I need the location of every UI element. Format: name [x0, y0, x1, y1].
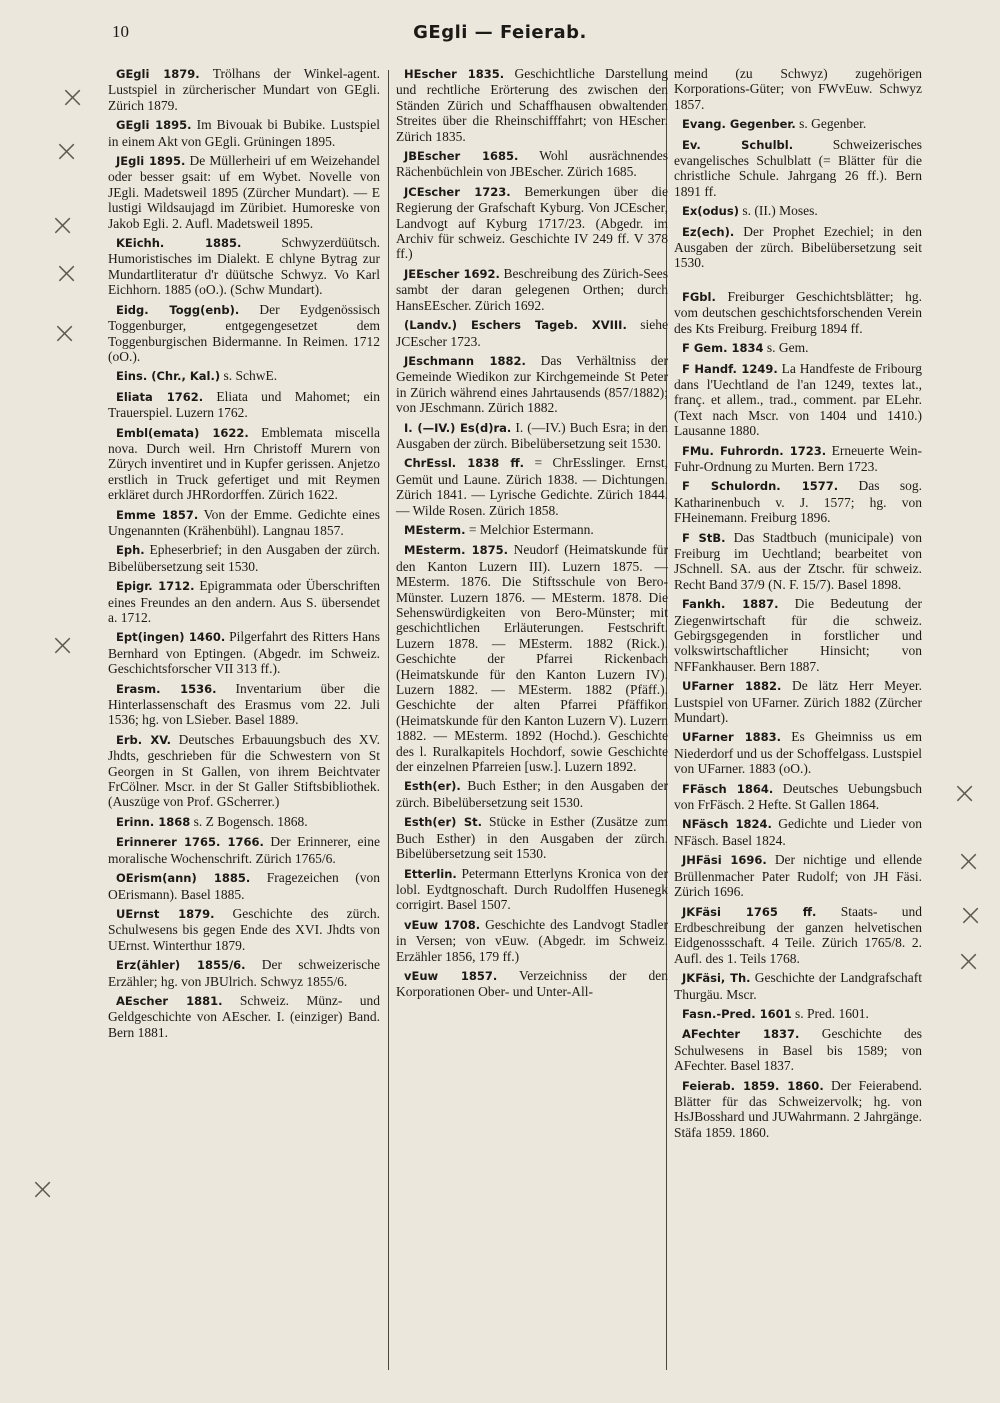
entry-text: s. Z Bogensch. 1868. [193, 813, 308, 829]
bibliography-entry [674, 781, 922, 813]
entry-abbreviation: UErnst 1879. [116, 906, 215, 921]
entry-text: Wohl ausrächnendes Rächenbüchlein von JBEscher. Zürich 1685. [396, 148, 668, 180]
margin-cross-mark: × [958, 898, 984, 933]
entry-abbreviation: Erb. XV. [116, 732, 172, 747]
entry-abbreviation: ChrEssl. 1838 ff. [404, 456, 525, 471]
bibliography-entry [674, 729, 922, 776]
entry-abbreviation: F Schulordn. 1577. [682, 479, 839, 494]
bibliography-entry [674, 904, 922, 967]
bibliography-entry [108, 389, 380, 421]
bibliography-entry [396, 522, 668, 538]
entry-abbreviation: HEscher 1835. [404, 67, 505, 81]
bibliography-entry [396, 866, 668, 913]
entry-abbreviation: (Landv.) Eschers Tageb. XVIII. [404, 318, 627, 333]
bibliography-entry [396, 66, 668, 144]
entry-text: Inventarium über die Hinterlassenschaft des Erasmus vom 22. Juli 1536; hg. von LSieber. Basel 1889. [108, 680, 380, 728]
margin-cross-mark: × [54, 134, 80, 169]
entry-text: Stücke in Esther (Zusätze zum Buch Esther) in den Ausgaben der zürch. Bibelübersetzung seit 1530. [396, 814, 668, 862]
entry-text: Geschichte des Schulwesens in Basel bis 1589; von AFechter. Basel 1837. [674, 1026, 923, 1074]
column-middle [396, 66, 668, 1004]
bibliography-entry [108, 507, 380, 539]
bibliography-entry [108, 906, 380, 953]
entry-text: Schweiz. Münz- und Geldgeschichte von AEscher. I. (einziger) Band. Bern 1881. [108, 992, 380, 1040]
entry-abbreviation: I. (—IV.) Es(d)ra. [404, 420, 512, 435]
entry-abbreviation: Erinn. 1868 [116, 814, 191, 829]
entry-text: Buch Esther; in den Ausgaben der zürch. Bibelübersetzung seit 1530. [396, 778, 668, 810]
entry-abbreviation: F StB. [682, 530, 726, 545]
entry-abbreviation: MEsterm. [404, 522, 466, 537]
entry-abbreviation: Ept(ingen) 1460. [116, 630, 226, 645]
entry-text: Geschichte des zürch. Schulwesens bis gegen Ende des XVI. Jhdts von UErnst. Winterthur 1879. [108, 905, 381, 953]
entry-text: Freiburger Geschichtsblätter; hg. vom deutschen geschichtsforschenden Verein des Kts Freiburg. Freiburg 1894 ff. [674, 288, 923, 336]
bibliography-entry [108, 302, 380, 365]
entry-abbreviation: Eph. [116, 543, 145, 558]
entry-text: Das sog. Katharinenbuch v. J. 1577; hg. von FHeinemann. Freiburg 1896. [674, 478, 923, 526]
bibliography-entry [396, 420, 668, 452]
entry-text: Gedichte und Lieder von NFäsch. Basel 1824. [674, 816, 923, 848]
entry-text: Staats- und Erdbeschreibung der ganzen helvetischen Eidgenossschaft. 4 Teile. Zürich 1765/8. 2. Aufl. des 1. Teils 1768. [674, 903, 922, 966]
entry-text: Erneuerte Wein-Fuhr-Ordnung zu Murten. Bern 1723. [674, 442, 922, 474]
bibliography-entry [108, 425, 380, 503]
bibliography-entry [674, 443, 922, 475]
entry-abbreviation: JEschmann 1882. [404, 353, 526, 368]
bibliography-entry [396, 148, 668, 180]
entry-text: Der schweizerische Erzähler; hg. von JBUlrich. Schwyz 1855/6. [108, 957, 380, 989]
entry-text: La Handfeste de Fribourg dans l'Uechtland de l'an 1249, textes lat., franç. et allem., trad., comment. par ELehr. (Text nach Mscr. von 1404 und 1410.) Lausanne 1880. [674, 360, 922, 439]
bibliography-entry [674, 970, 922, 1002]
entry-abbreviation: GEgli 1879. [116, 67, 200, 81]
entry-text: Schwyzerdüütsch. Humoristisches im Dialekt. E chlyne Bytrag zur Mundartliteratur d'r düütsche Schwyz. Vo Karl Eichhorn. 1885 (oO.). (Schw Mundart). [108, 235, 380, 298]
entry-abbreviation: Feierab. 1859. 1860. [682, 1078, 824, 1093]
entry-abbreviation: Esth(er). [404, 779, 461, 794]
entry-abbreviation: Ex(odus) [682, 204, 739, 219]
column-right [674, 66, 922, 1144]
entry-text: meind (zu Schwyz) zugehörigen Korporations-Güter; von FWvEuw. Schwyz 1857. [674, 66, 922, 112]
entry-abbreviation: Eins. (Chr., Kal.) [116, 369, 221, 384]
entry-abbreviation: JEEscher 1692. [404, 266, 500, 281]
entry-text: s. Pred. 1601. [795, 1005, 869, 1021]
entry-text: Epheserbrief; in den Ausgaben der zürch. Bibelübersetzung seit 1530. [108, 542, 381, 574]
margin-cross-mark: × [54, 256, 80, 291]
bibliography-entry [396, 968, 668, 1000]
bibliography-entry [674, 816, 922, 848]
entry-text: Emblemata miscella nova. Durch weil. Hrn Christoff Murern von Zürych inventiret und in Kupfer gerissen. Anjetzo erstlich in Truck gefertiget und mit Reymen erkläret durch JHRordorffen. Zürich 1622. [108, 424, 380, 503]
entry-abbreviation: Erz(ähler) 1855/6. [116, 958, 246, 973]
bibliography-entry [396, 455, 668, 518]
bibliography-entry [674, 116, 922, 132]
entry-text: siehe JCEscher 1723. [396, 317, 668, 349]
entry-abbreviation: NFäsch 1824. [682, 817, 772, 832]
entry-text: Im Bivouak bi Bubike. Lustspiel in einem Akt von GEgli. Grüningen 1895. [108, 117, 380, 149]
bibliography-entry [108, 578, 380, 625]
entry-abbreviation: Evang. Gegenber. [682, 117, 796, 132]
entry-abbreviation: JBEscher 1685. [404, 149, 519, 164]
entry-abbreviation: Emme 1857. [116, 507, 199, 522]
bibliography-entry [108, 957, 380, 989]
bibliography-entry [108, 814, 380, 830]
bibliography-entry [108, 681, 380, 728]
entry-text: Das Stadtbuch (municipale) von Freiburg im Uechtland; bearbeitet von JSchnell. SA. aus der Ztschr. für schweiz. Recht Band 37/9 (N. F. 15/7). Basel 1898. [674, 529, 922, 592]
bibliography-entry [674, 678, 922, 725]
entry-abbreviation: F Handf. 1249. [682, 361, 778, 376]
bibliography-entry [674, 596, 922, 674]
bibliography-entry [674, 1026, 922, 1073]
entry-abbreviation: F Gem. 1834 [682, 341, 764, 356]
bibliography-entry [674, 530, 922, 593]
bibliography-entry [674, 361, 922, 439]
bibliography-entry [108, 117, 380, 149]
bibliography-entry [674, 203, 922, 219]
bibliography-entry [396, 778, 668, 810]
entry-text: Der Eydgenössisch Toggenburger, entgegengesetzet dem Toggenburgischen Bidermanne. In Reimen. 1712 (oO.). [108, 301, 380, 364]
bibliography-entry [674, 289, 922, 336]
entry-text: Der Prophet Ezechiel; in den Ausgaben der zürch. Bibelübersetzung seit 1530. [674, 223, 922, 271]
entry-text: s. (II.) Moses. [742, 203, 818, 219]
entry-text: Es Gheimniss us em Niederdorf und us der Schoffelgass. Lustspiel von UFarner. 1883 (oO.). [674, 729, 923, 777]
bibliography-entry [396, 542, 668, 774]
entry-abbreviation: FGbl. [682, 289, 716, 304]
column-rule [388, 70, 389, 1370]
entry-abbreviation: Ez(ech). [682, 224, 735, 239]
bibliography-entry [108, 732, 380, 810]
entry-text: Das Verhältniss der Gemeinde Wiedikon zur Kirchgemeinde St Peter in Zürich während eines Jahrtausends (857/1882); von JEschmann. Zürich 1882. [396, 352, 669, 416]
entry-abbreviation: JKFäsi, Th. [682, 971, 751, 986]
bibliography-entry [108, 153, 380, 231]
entry-abbreviation: Epigr. 1712. [116, 579, 195, 594]
margin-cross-mark: × [956, 944, 982, 979]
bibliography-entry [108, 66, 380, 113]
entry-abbreviation: GEgli 1895. [116, 118, 192, 133]
entry-text: Epigrammata oder Überschriften eines Freundes an den andern. Aus S. übersendet a. 1712. [108, 578, 380, 625]
bibliography-entry [108, 235, 380, 298]
entry-text: Fragezeichen (von OErismann). Basel 1885. [108, 870, 381, 902]
margin-cross-mark: × [52, 316, 78, 351]
entry-text: s. SchwE. [223, 368, 278, 384]
entry-text: I. (—IV.) Buch Esra; in den Ausgaben der zürch. Bibelübersetzung seit 1530. [396, 419, 669, 451]
margin-cross-mark: × [50, 628, 76, 663]
bibliography-entry [396, 184, 668, 262]
entry-text: Der Erinnerer, eine moralische Wochenschrift. Zürich 1765/6. [108, 834, 381, 866]
bibliography-entry [396, 317, 668, 349]
entry-text: Verzeichniss der den Korporationen Ober- und Unter-All- [396, 967, 668, 1000]
entry-abbreviation: MEsterm. 1875. [404, 543, 509, 558]
bibliography-entry [108, 368, 380, 384]
margin-cross-mark: × [952, 776, 978, 811]
bibliography-entry [396, 917, 668, 964]
bibliography-entry [674, 340, 922, 356]
bibliography-entry [108, 629, 380, 676]
page-number: 10 [112, 22, 129, 41]
entry-text: Trölhans der Winkel-agent. Lustspiel in zürcherischer Mundart von GEgli. Zürich 1879. [108, 66, 380, 113]
entry-abbreviation: JHFäsi 1696. [682, 853, 767, 868]
bibliography-entry [108, 870, 380, 902]
entry-abbreviation: Embl(emata) 1622. [116, 425, 249, 440]
entry-text: = ChrEsslinger. Ernst, Gemüt und Laune. Zürich 1838. — Dichtungen. Zürich 1841. — Lyrische Gedichte. Zürich 1844. — Wilde Rosen. Zürich 1858. [396, 455, 669, 518]
running-head: GEgli — Feierab. [413, 22, 587, 43]
entry-abbreviation: KEichh. 1885. [116, 236, 242, 251]
entry-abbreviation: Fasn.-Pred. 1601 [682, 1006, 792, 1021]
bibliography-entry [396, 814, 668, 861]
entry-abbreviation: JEgli 1895. [116, 154, 186, 169]
entry-text: Geschichte der Landgrafschaft Thurgäu. Mscr. [674, 970, 922, 1002]
bibliography-entry [108, 834, 380, 866]
bibliography-entry [674, 478, 922, 525]
entry-abbreviation: Ev. Schulbl. [682, 137, 794, 152]
bibliography-entry [674, 852, 922, 899]
margin-cross-mark: × [60, 80, 86, 115]
entry-text: Geschichte des Landvogt Stadler in Versen; von vEuw. (Abgedr. im Schweiz. Erzähler 1856, 179 ff.) [396, 916, 669, 964]
margin-cross-mark: × [50, 208, 76, 243]
entry-abbreviation: vEuw 1857. [404, 968, 498, 983]
entry-text: Pilgerfahrt des Ritters Hans Bernhard von Eptingen. (Abgedr. im Schweiz. Geschichtsforscher VII 313 ff.). [108, 629, 380, 677]
entry-abbreviation: JKFäsi 1765 ff. [682, 904, 817, 919]
entry-abbreviation: JCEscher 1723. [404, 184, 511, 199]
entry-text: Die Bedeutung der Ziegenwirtschaft für die schweiz. Gebirgsgegenden in forstlicher und volkswirtschaftlicher Hinsicht; von NFFankhauser. Bern 1887. [674, 596, 922, 674]
bibliography-entry [108, 993, 380, 1040]
bibliography-entry [108, 542, 380, 574]
entry-abbreviation: Etterlin. [404, 866, 457, 881]
entry-abbreviation: FFäsch 1864. [682, 781, 774, 796]
entry-text: s. Gem. [766, 340, 809, 356]
entry-abbreviation: vEuw 1708. [404, 917, 481, 932]
entry-text: Von der Emme. Gedichte eines Ungenannten (Krähenbühl). Langnau 1857. [108, 506, 380, 538]
entry-text: Geschichtliche Darstellung und rechtliche Erörterung des zwischen den Ständen Zürich und Schaffhausen obwaltenden Streites über die Rheinschifffahrt; von HEscher. Zürich 1835. [396, 66, 668, 144]
bibliography-entry [674, 224, 922, 271]
column-left [108, 66, 380, 1044]
entry-text: Der nichtige und ellende Brüllenmacher Pater Rudolf; von JH Fäsi. Zürich 1696. [674, 852, 923, 900]
entry-text: Der Feierabend. Blätter für das Schweizervolk; hg. von HsJBosshard und JUWahrmann. 2 Jahrgänge. Stäfa 1859. 1860. [674, 1077, 922, 1140]
bibliography-entry-continued [674, 66, 922, 112]
entry-abbreviation: Fankh. 1887. [682, 597, 779, 612]
margin-cross-mark: × [956, 844, 982, 879]
entry-text: s. Gegenber. [799, 116, 867, 132]
entry-abbreviation: Eidg. Togg(enb). [116, 302, 240, 317]
bibliography-entry [674, 137, 922, 200]
entry-abbreviation: Erasm. 1536. [116, 681, 217, 696]
entry-abbreviation: AEscher 1881. [116, 993, 223, 1008]
entry-abbreviation: UFarner 1883. [682, 730, 781, 745]
margin-cross-mark: × [30, 1172, 56, 1207]
bibliography-entry [674, 1078, 922, 1141]
entry-text: De lätz Herr Meyer. Lustspiel von UFarner. Zürich 1882 (Zürcher Mundart). [674, 678, 922, 726]
entry-abbreviation: Esth(er) St. [404, 815, 483, 830]
entry-text: = Melchior Estermann. [468, 521, 594, 537]
entry-abbreviation: UFarner 1882. [682, 679, 782, 694]
entry-text: De Müllerheiri uf em Weizehandel oder besser gsait: uf em Wybet. Novelle von JEgli. Madetsweil 1895 (Zürcher Mundart). — E lustigi Wildsaujagd im Züribiet. Humoreske von Jakob Egli. 2. Aufl. Madetsweil 1895. [108, 153, 381, 231]
bibliography-entry [674, 1006, 922, 1022]
bibliography-entry [396, 266, 668, 313]
entry-text: Deutsches Erbauungsbuch des XV. Jhdts, geschrieben für die Schwestern von St Georgen in St Gallen, von ihrem Beichtvater FrCölner. Mscr. in der St Galler Stiftsbibliothek. (Auszüge von Prof. GScherrer.) [108, 731, 381, 810]
entry-text: Petermann Etterlyns Kronica von der lobl. Eydtgnoschaft. Durch Rudolffen Husenegk corrigirt. Basel 1507. [396, 865, 668, 913]
dictionary-columns [108, 66, 923, 1366]
bibliography-entry [396, 353, 668, 416]
entry-abbreviation: Eliata 1762. [116, 389, 204, 404]
entry-abbreviation: AFechter 1837. [682, 1027, 800, 1042]
entry-abbreviation: OErism(ann) 1885. [116, 871, 251, 886]
entry-text: Eliata und Mahomet; ein Trauerspiel. Luzern 1762. [108, 388, 381, 421]
entry-text: Schweizerisches evangelisches Schulblatt (= Blätter für die christliche Schule. Jahrgang 26 ff.). Bern 1891 ff. [674, 136, 922, 199]
entry-text: Beschreibung des Zürich-Sees sambt der daran gelegenen Orthen; durch HansEEscher. Zürich 1692. [396, 265, 668, 313]
entry-abbreviation: FMu. Fuhrordn. 1723. [682, 443, 827, 458]
entry-text: Bemerkungen über die Regierung der Grafschaft Kyburg. Von JCEscher, Landvogt auf Kyburg 1717/23. (Abgedr. im Archiv für schweiz. Geschichte IV 249 ff. V 378 ff.) [396, 183, 668, 262]
entry-text: Neudorf (Heimatskunde für den Kanton Luzern III). Luzern 1875. — MEsterm. 1876. Die Stiftsschule von Bero-Münster. Luzern 1876. — MEsterm. 1878. Die Sehenswürdigkeiten von Bero-Münster; mit geschichtlichen Erläuterungen. Festschrift. Luzern 1878. — MEsterm. 1882 (Rick.). Geschichte der Pfarrei Rickenbach (Heimatskunde für den Kanton Luzern IV). Luzern 1882. — MEsterm. 1882 (Pfäff.). Geschichte der alten Pfarrei Pfäffikon (Heimatskunde für den Kanton Luzern V). Luzern 1882. — MEsterm. 1892 (Hochd.). Geschichte des l. Ruralkapitels Hochdorf, sowie Geschichte der einzelnen Pfarreien [usw.]. Luzern 1892. [396, 542, 669, 775]
entry-text: Deutsches Uebungsbuch von FrFäsch. 2 Hefte. St Gallen 1864. [674, 780, 922, 813]
entry-abbreviation: Erinnerer 1765. 1766. [116, 835, 264, 850]
